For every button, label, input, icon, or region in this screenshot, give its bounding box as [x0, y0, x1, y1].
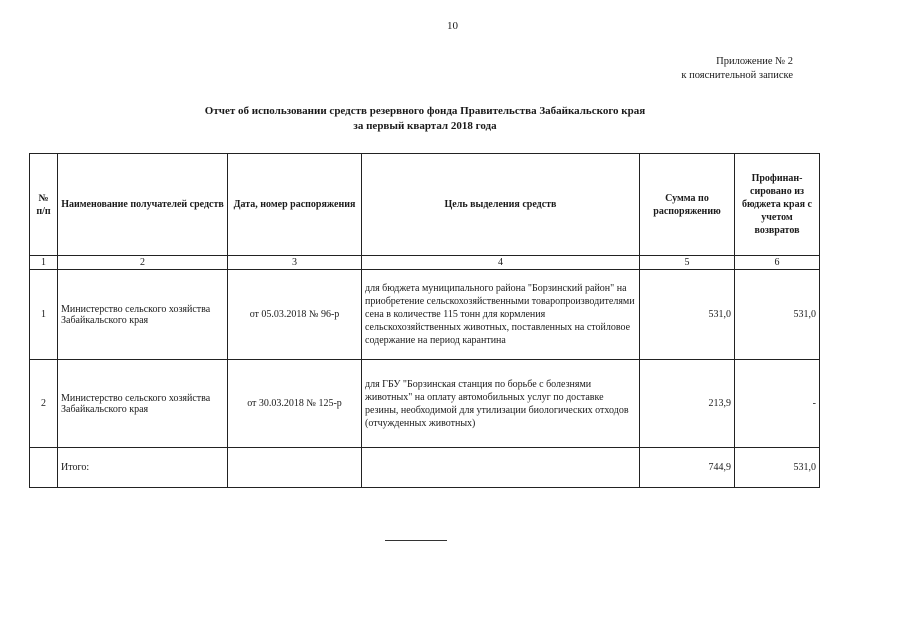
- row-recipient: Министерство сельского хозяйства Забайкальского края: [58, 270, 228, 360]
- row-funded: 531,0: [735, 270, 820, 360]
- header-funded: Профинан-сировано из бюджета края с учетом возвратов: [735, 154, 820, 256]
- page-number: 10: [447, 20, 458, 32]
- column-number: 4: [362, 256, 640, 270]
- header-recipient: Наименование получателей средств: [58, 154, 228, 256]
- column-number: 6: [735, 256, 820, 270]
- column-number: 1: [30, 256, 58, 270]
- header-order: Дата, номер распоряжения: [228, 154, 362, 256]
- header-row: [30, 154, 820, 256]
- total-funded: 531,0: [735, 448, 820, 488]
- row-order: от 30.03.2018 № 125-р: [228, 360, 362, 448]
- total-label: Итого:: [58, 448, 228, 488]
- total-no: [30, 448, 58, 488]
- header-purpose: Цель выделения средств: [362, 154, 640, 256]
- report-title-line-1: Отчет об использовании средств резервного фонда Правительства Забайкальского края: [204, 105, 646, 117]
- row-amount: 213,9: [640, 360, 735, 448]
- appendix-line-1: Приложение № 2: [716, 56, 793, 67]
- row-purpose: для ГБУ "Борзинская станция по борьбе с болезнями животных" на оплату автомобильных услуг по доставке резины, необходимой для утилизации биологических отходов (отчужденных животных): [362, 360, 640, 448]
- appendix-line-2: к пояснительной записке: [681, 70, 793, 81]
- row-purpose: для бюджета муниципального района "Борзинский район" на приобретение сельскохозяйственными товаропроизводителями сена в количестве 115 тонн для кормления сельскохозяйственных животных, поставленных на стойловое содержание на период карантина: [362, 270, 640, 360]
- column-number: 5: [640, 256, 735, 270]
- row-recipient: Министерство сельского хозяйства Забайкальского края: [58, 360, 228, 448]
- divider-line: [385, 540, 447, 541]
- total-amount: 744,9: [640, 448, 735, 488]
- column-number: 3: [228, 256, 362, 270]
- header-no: № п/п: [30, 154, 58, 256]
- row-no: 2: [30, 360, 58, 448]
- column-number: 2: [58, 256, 228, 270]
- report-title-line-2: за первый квартал 2018 года: [353, 120, 497, 132]
- total-purpose-empty: [362, 448, 640, 488]
- total-order-empty: [228, 448, 362, 488]
- table-row: [30, 360, 820, 448]
- table-row: [30, 270, 820, 360]
- total-row: [30, 448, 820, 488]
- row-no: 1: [30, 270, 58, 360]
- report-title: [160, 104, 690, 134]
- appendix-note: [681, 55, 793, 83]
- header-amount: Сумма по распоряжению: [640, 154, 735, 256]
- row-amount: 531,0: [640, 270, 735, 360]
- column-number-row: [30, 256, 820, 270]
- report-table: [29, 153, 820, 488]
- row-order: от 05.03.2018 № 96-р: [228, 270, 362, 360]
- row-funded: -: [735, 360, 820, 448]
